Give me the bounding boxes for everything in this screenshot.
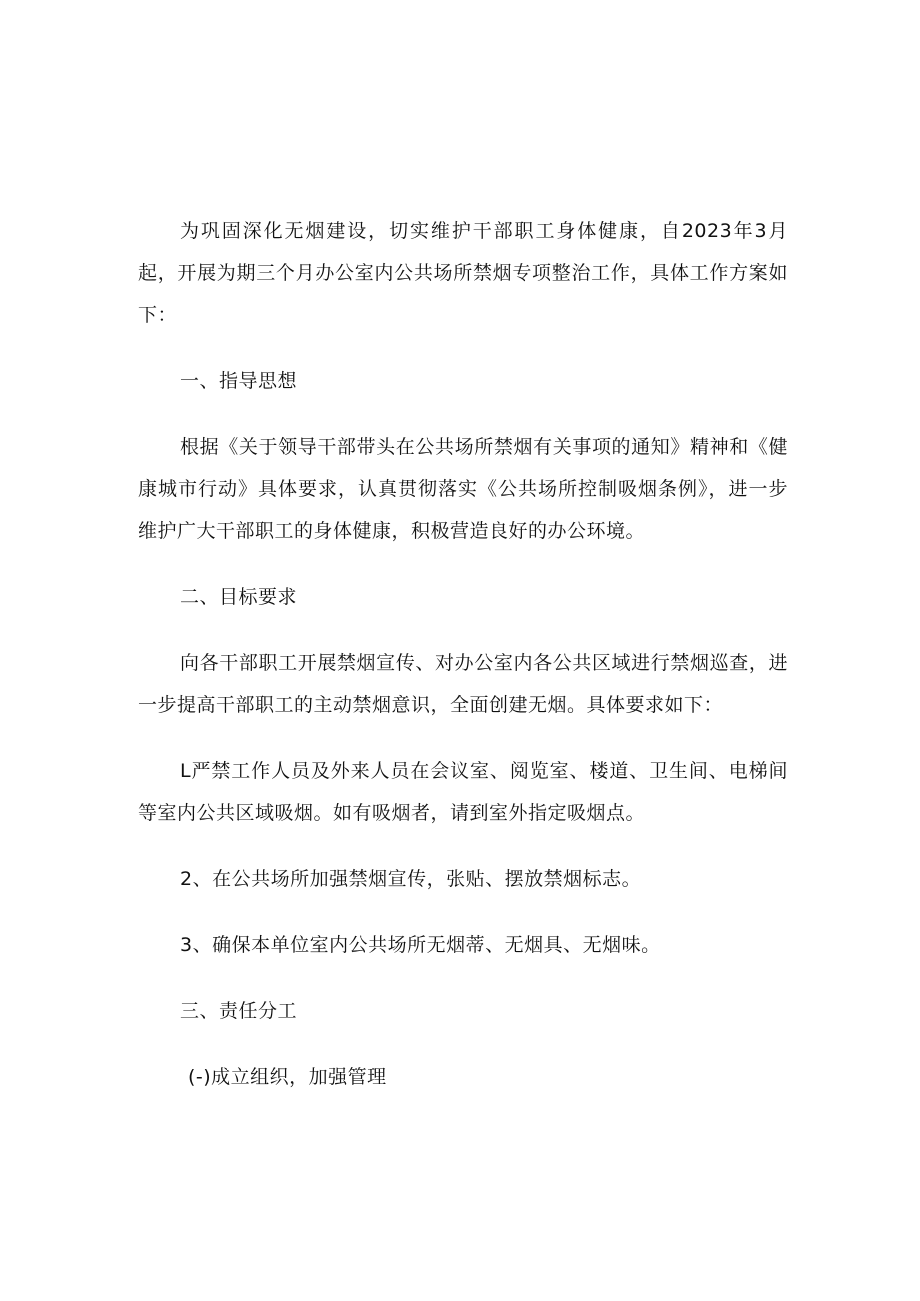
section-heading-guiding-ideology: 一、指导思想 [180, 370, 298, 392]
requirement-item-2: 2、在公共场所加强禁烟宣传，张贴、摆放禁烟标志。 [180, 868, 642, 890]
intro-paragraph: 为巩固深化无烟建设，切实维护干部职工身体健康，自2023年3月起，开展为期三个月办公室内公共场所禁烟专项整治工作，具体工作方案如下： [138, 220, 788, 326]
document-body [138, 210, 788, 1098]
section-heading-goals: 二、目标要求 [180, 586, 298, 608]
requirement-item-1: L严禁工作人员及外来人员在会议室、阅览室、楼道、卫生间、电梯间等室内公共区域吸烟。如有吸烟者，请到室外指定吸烟点。 [138, 760, 788, 824]
goals-paragraph: 向各干部职工开展禁烟宣传、对办公室内各公共区域进行禁烟巡查，进一步提高干部职工的主动禁烟意识，全面创建无烟。具体要求如下： [138, 652, 788, 716]
section-heading-responsibilities: 三、责任分工 [180, 1000, 298, 1022]
sub-heading-organization: (-)成立组织，加强管理 [188, 1066, 387, 1088]
guiding-ideology-paragraph: 根据《关于领导干部带头在公共场所禁烟有关事项的通知》精神和《健康城市行动》具体要求，认真贯彻落实《公共场所控制吸烟条例》，进一步维护广大干部职工的身体健康，积极营造良好的办公环境。 [138, 436, 788, 542]
requirement-item-3: 3、确保本单位室内公共场所无烟蒂、无烟具、无烟味。 [180, 934, 661, 956]
